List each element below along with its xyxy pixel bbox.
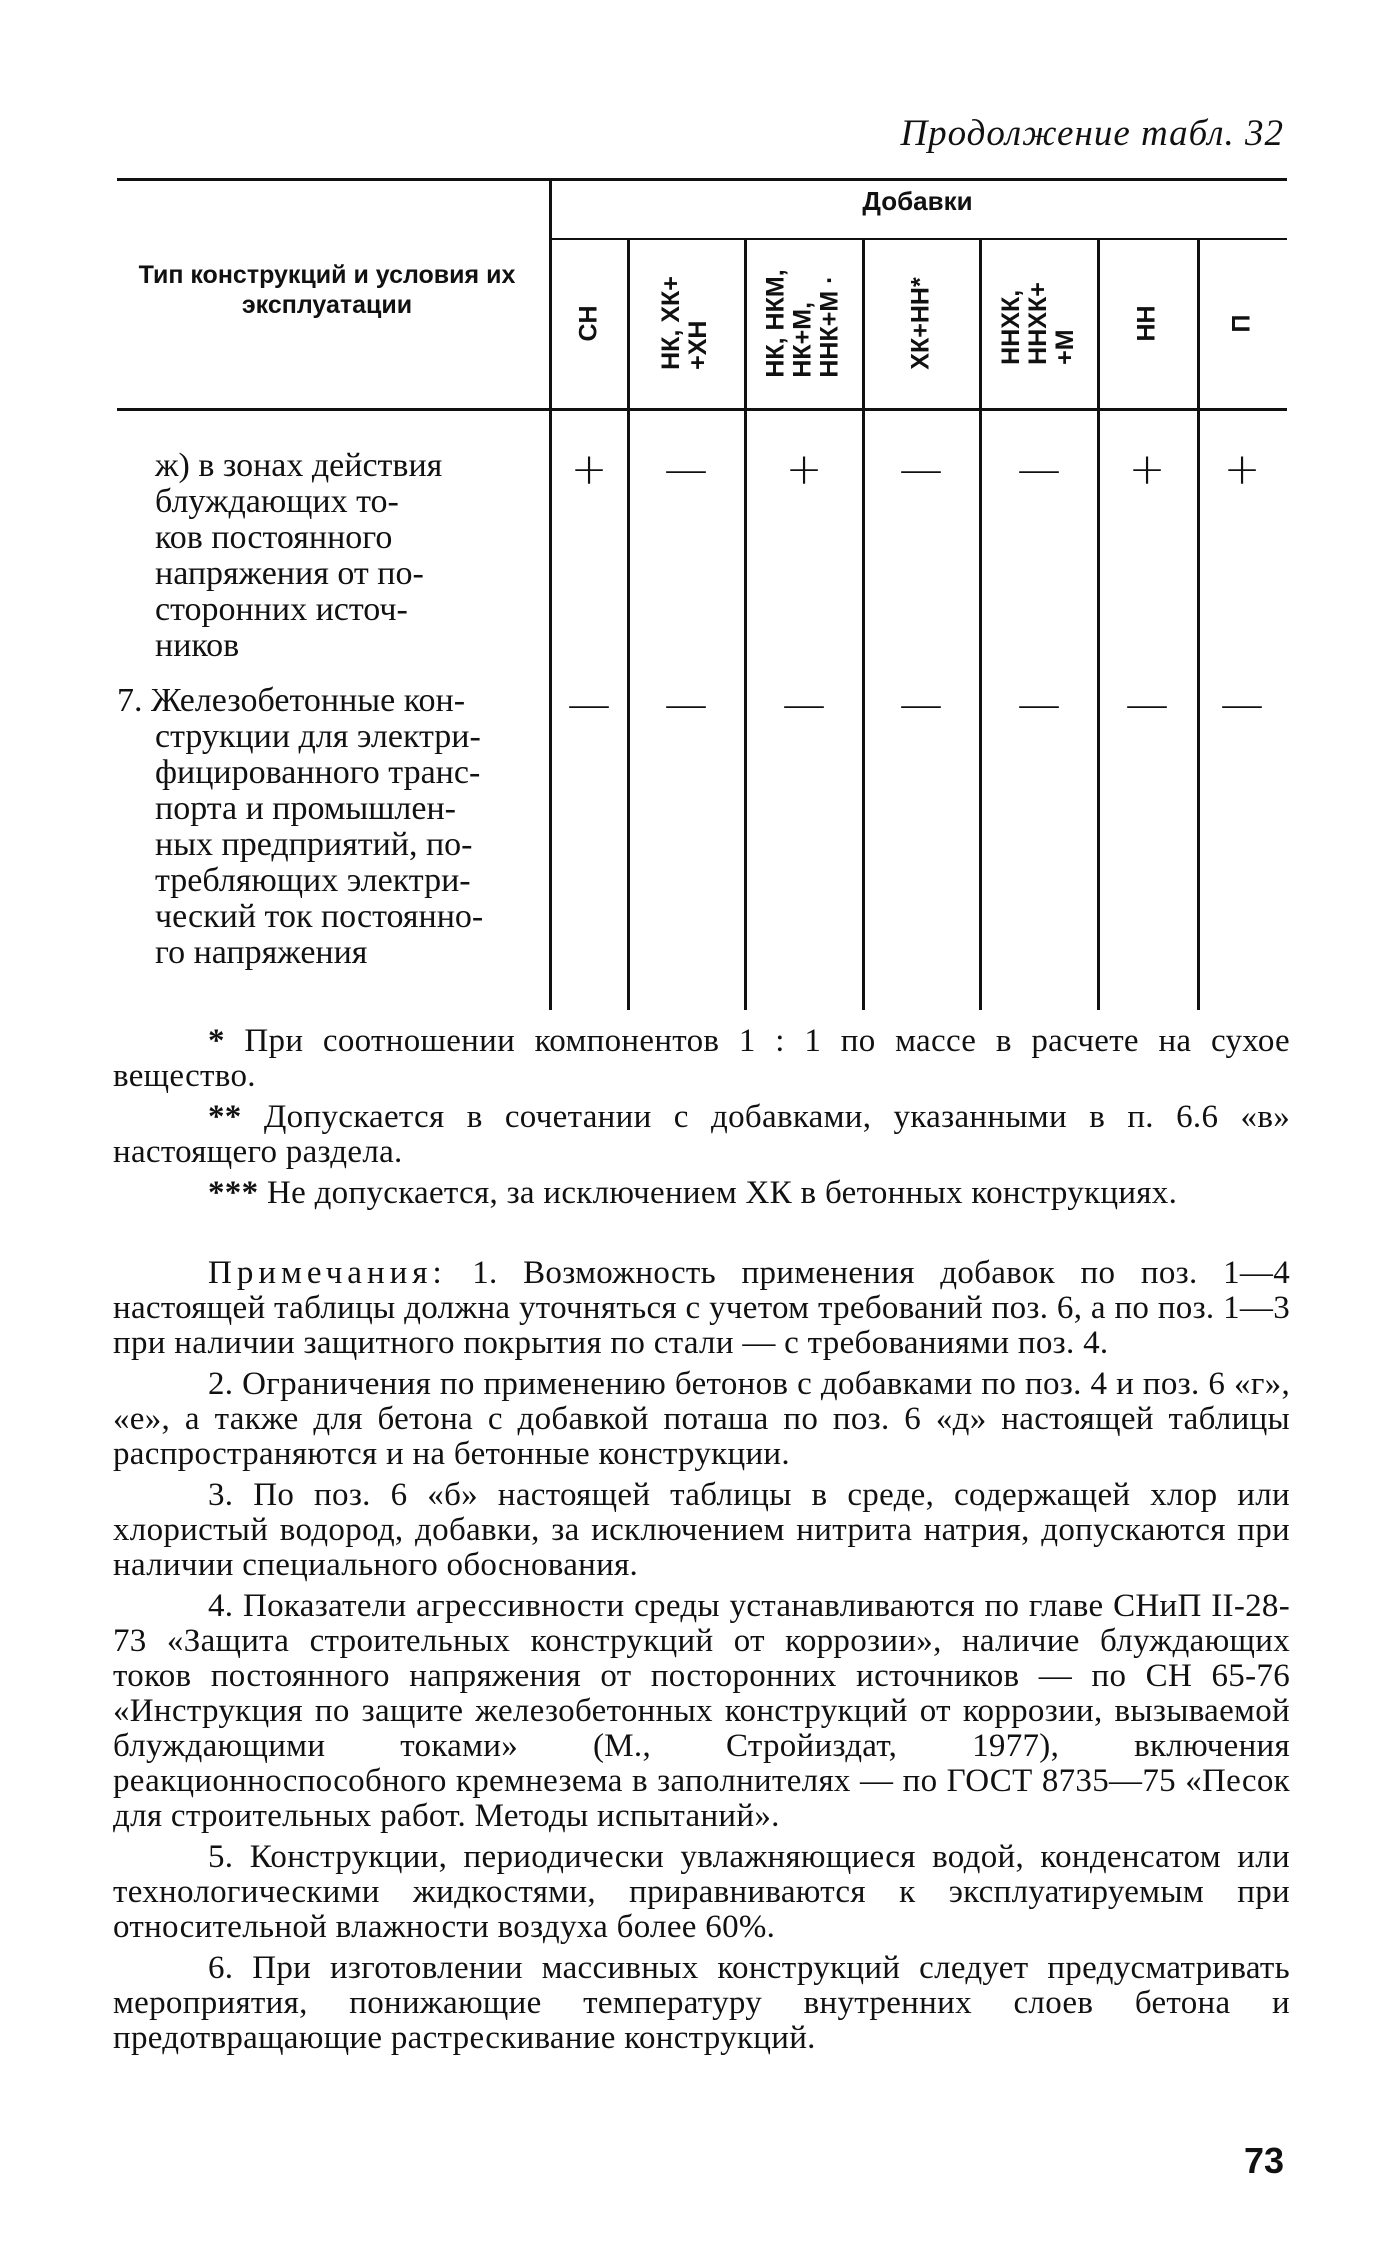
table-cell: — <box>567 679 611 730</box>
note-item: 5. Конструкции, периодически увлажняющиеся водой, конденсатом или технологическими жидкостями, приравниваются к эксплуатируемым при относительной влажности воздуха более 60%. <box>113 1839 1290 1945</box>
table-cell: — <box>1017 679 1061 730</box>
table-cell: — <box>1220 679 1264 730</box>
column-header: СН <box>574 304 603 342</box>
table-cell: — <box>899 444 943 495</box>
notes-title: Примечания: <box>208 1255 447 1291</box>
table-row-label: 7. Железобетонные кон- струкции для электри- фицированного транс- порта и промышлен- ных предприятий, по- требляющих электри- ческий ток постоянно- го напряжения <box>117 682 484 971</box>
construction-type-header: Тип конструкций и условия их эксплуатации <box>138 261 516 319</box>
column-header: НК, ХК+ +ХН <box>657 276 712 370</box>
additives-header: Добавки <box>862 186 973 216</box>
column-header: НК, НКМ, НК+М, ННК+М · <box>761 268 844 378</box>
additives-table <box>117 178 1287 1010</box>
note-item: 6. При изготовлении массивных конструкций следует предусматривать мероприятия, понижающие температуру внутренних слоев бетона и предотвращающие растрескивание конструкций. <box>113 1950 1290 2056</box>
column-header: ХК+НН* <box>906 276 935 370</box>
notes <box>113 1256 1290 2062</box>
table-cell: — <box>1017 444 1061 495</box>
table-cell: — <box>782 679 826 730</box>
footnotes <box>113 1024 1290 1217</box>
column-header: НН <box>1132 304 1161 342</box>
footnote: *** Не допускается, за исключением ХК в бетонных конструкциях. <box>208 1175 1178 1211</box>
table-cell: + <box>1128 444 1166 495</box>
table-cell: — <box>899 679 943 730</box>
header-bottom-rule <box>117 408 1287 411</box>
column-header: ННХК, ННХК+ +М <box>996 281 1079 365</box>
table-row-label: ж) в зонах действия блуждающих то- ков постоянного напряжения от по- сторонних источ- ников <box>155 447 443 664</box>
table-top-rule <box>117 178 1287 181</box>
note-item: 3. По поз. 6 «б» настоящей таблицы в среде, содержащей хлор или хлористый водород, добавки, за исключением нитрита натрия, допускаются при наличии специального обоснования. <box>113 1477 1290 1583</box>
table-cell: — <box>664 679 708 730</box>
footnote: * При соотношении компонентов 1 : 1 по массе в расчете на сухое вещество. <box>113 1023 1290 1094</box>
table-cell: — <box>1125 679 1169 730</box>
column-header: П <box>1227 314 1256 332</box>
note-item: 4. Показатели агрессивности среды устанавливаются по главе СНиП II-28-73 «Защита строительных конструкций от коррозии», наличие блуждающих токов постоянного напряжения от посторонних источников — по СН 65-76 «Инструкция по защите железобетонных конструкций от коррозии, вызываемой блуждающими токами» (М., Стройиздат, 1977), включения реакционноспособного кремнезема в заполнителях — по ГОСТ 8735—75 «Песок для строительных работ. Методы испытаний». <box>113 1588 1290 1834</box>
table-cell: — <box>664 444 708 495</box>
table-continuation-caption: Продолжение табл. 32 <box>900 113 1284 154</box>
page-number: 73 <box>1243 2140 1284 2181</box>
table-cell: + <box>570 444 608 495</box>
table-cell: + <box>1223 444 1261 495</box>
note-item: Примечания: 1. Возможность применения добавок по поз. 1—4 настоящей таблицы должна уточняться с учетом требований поз. 6, а по поз. 1—3 при наличии защитного покрытия по стали — с требованиями поз. 4. <box>113 1255 1290 1361</box>
footnote: ** Допускается в сочетании с добавками, указанными в п. 6.6 «в» настоящего раздела. <box>113 1099 1290 1170</box>
note-item: 2. Ограничения по применению бетонов с добавками по поз. 4 и поз. 6 «г», «е», а также для бетона с добавкой поташа по поз. 6 «д» настоящей таблицы распространяются и на бетонные конструкции. <box>113 1366 1290 1472</box>
table-cell: + <box>785 444 823 495</box>
